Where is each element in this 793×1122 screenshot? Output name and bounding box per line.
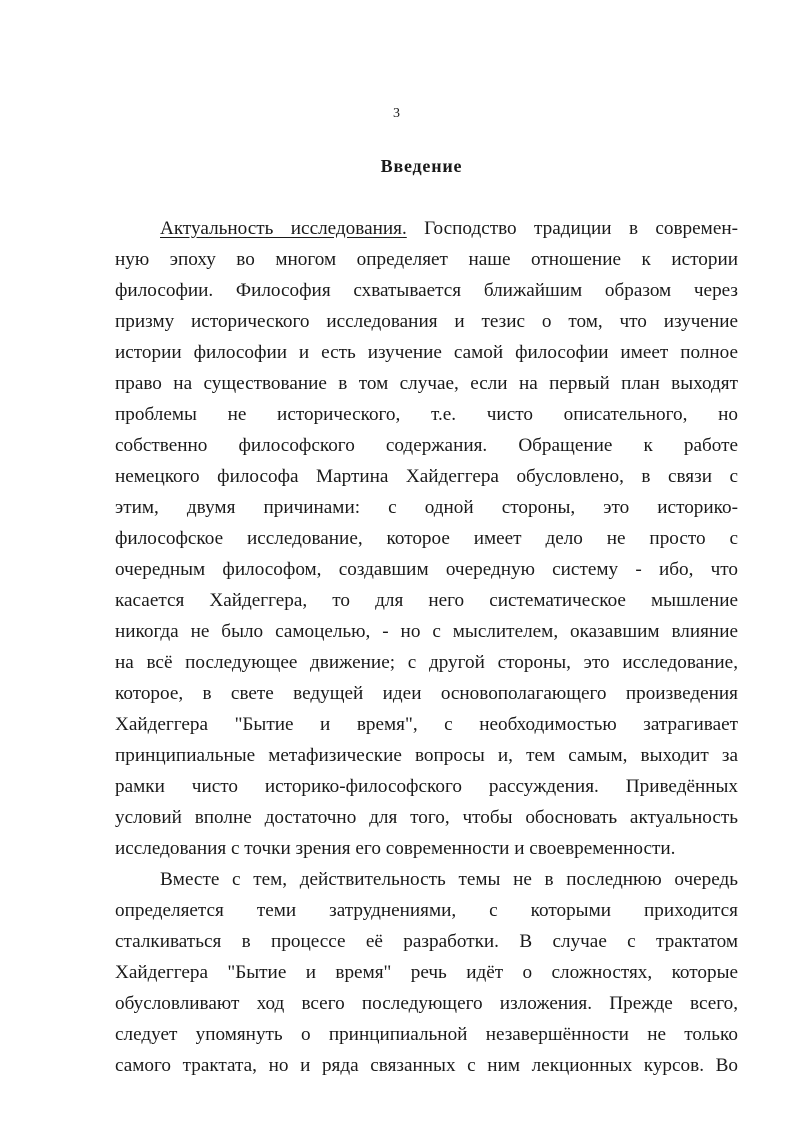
paragraph-line: обусловливают ход всего последующего изложения. Прежде всего, [115, 993, 738, 1014]
paragraph-line: касается Хайдеггера, то для него систематическое мышление [115, 590, 738, 611]
paragraph-line: определяется теми затруднениями, с которыми приходится [115, 900, 738, 921]
paragraph-line [115, 213, 738, 244]
paragraph-line: сталкиваться в процессе её разработки. В случае с трактатом [115, 931, 738, 952]
paragraph-line: рамки чисто историко-философского рассуждения. Приведённых [115, 776, 738, 797]
paragraph-line: Вместе с тем, действительность темы не в последнюю очередь [160, 869, 738, 890]
paragraph-relevance [115, 213, 738, 864]
paragraph-line: призму исторического исследования и тезис о том, что изучение [115, 311, 738, 332]
paragraph-line: условий вполне достаточно для того, чтобы обосновать актуальность [115, 807, 738, 828]
relevance-heading: Актуальность исследования. [160, 218, 407, 239]
paragraph-line: очередным философом, создавшим очередную систему - ибо, что [115, 559, 738, 580]
paragraph-line: этим, двумя причинами: с одной стороны, это историко- [115, 497, 738, 518]
paragraph-line: философии. Философия схватывается ближайшим образом через [115, 280, 738, 301]
first-line-text: Господство традиции в современ- [406, 218, 738, 239]
paragraph-line: никогда не было самоцелью, - но с мыслителем, оказавшим влияние [115, 621, 738, 642]
paragraph-line: принципиальные метафизические вопросы и, тем самым, выходит за [115, 745, 738, 766]
paragraph-line: проблемы не исторического, т.е. чисто описательного, но [115, 404, 738, 425]
paragraph-difficulties [115, 864, 738, 1081]
paragraph-line: следует упомянуть о принципиальной незавершённости не только [115, 1024, 738, 1045]
paragraph-line: истории философии и есть изучение самой философии имеет полное [115, 342, 738, 363]
page-number: 3 [393, 106, 400, 121]
paragraph-line: на всё последующее движение; с другой стороны, это исследование, [115, 652, 738, 673]
paragraph-line: ную эпоху во многом определяет наше отношение к истории [115, 249, 738, 270]
paragraph-line: которое, в свете ведущей идеи основополагающего произведения [115, 683, 738, 704]
paragraph-line: Хайдеггера "Бытие и время", с необходимостью затрагивает [115, 714, 738, 735]
paragraph-line: немецкого философа Мартина Хайдеггера обусловлено, в связи с [115, 466, 738, 487]
paragraph-line-last: исследования с точки зрения его современности и своевременности. [115, 838, 676, 859]
paragraph-line: право на существование в том случае, если на первый план выходят [115, 373, 738, 394]
paragraph-line: собственно философского содержания. Обращение к работе [115, 435, 738, 456]
paragraph-line: Хайдеггера "Бытие и время" речь идёт о сложностях, которые [115, 962, 738, 983]
paragraph-line: самого трактата, но и ряда связанных с ним лекционных курсов. Во [115, 1055, 738, 1076]
section-title: Введение [380, 156, 463, 176]
paragraph-line: философское исследование, которое имеет дело не просто с [115, 528, 738, 549]
